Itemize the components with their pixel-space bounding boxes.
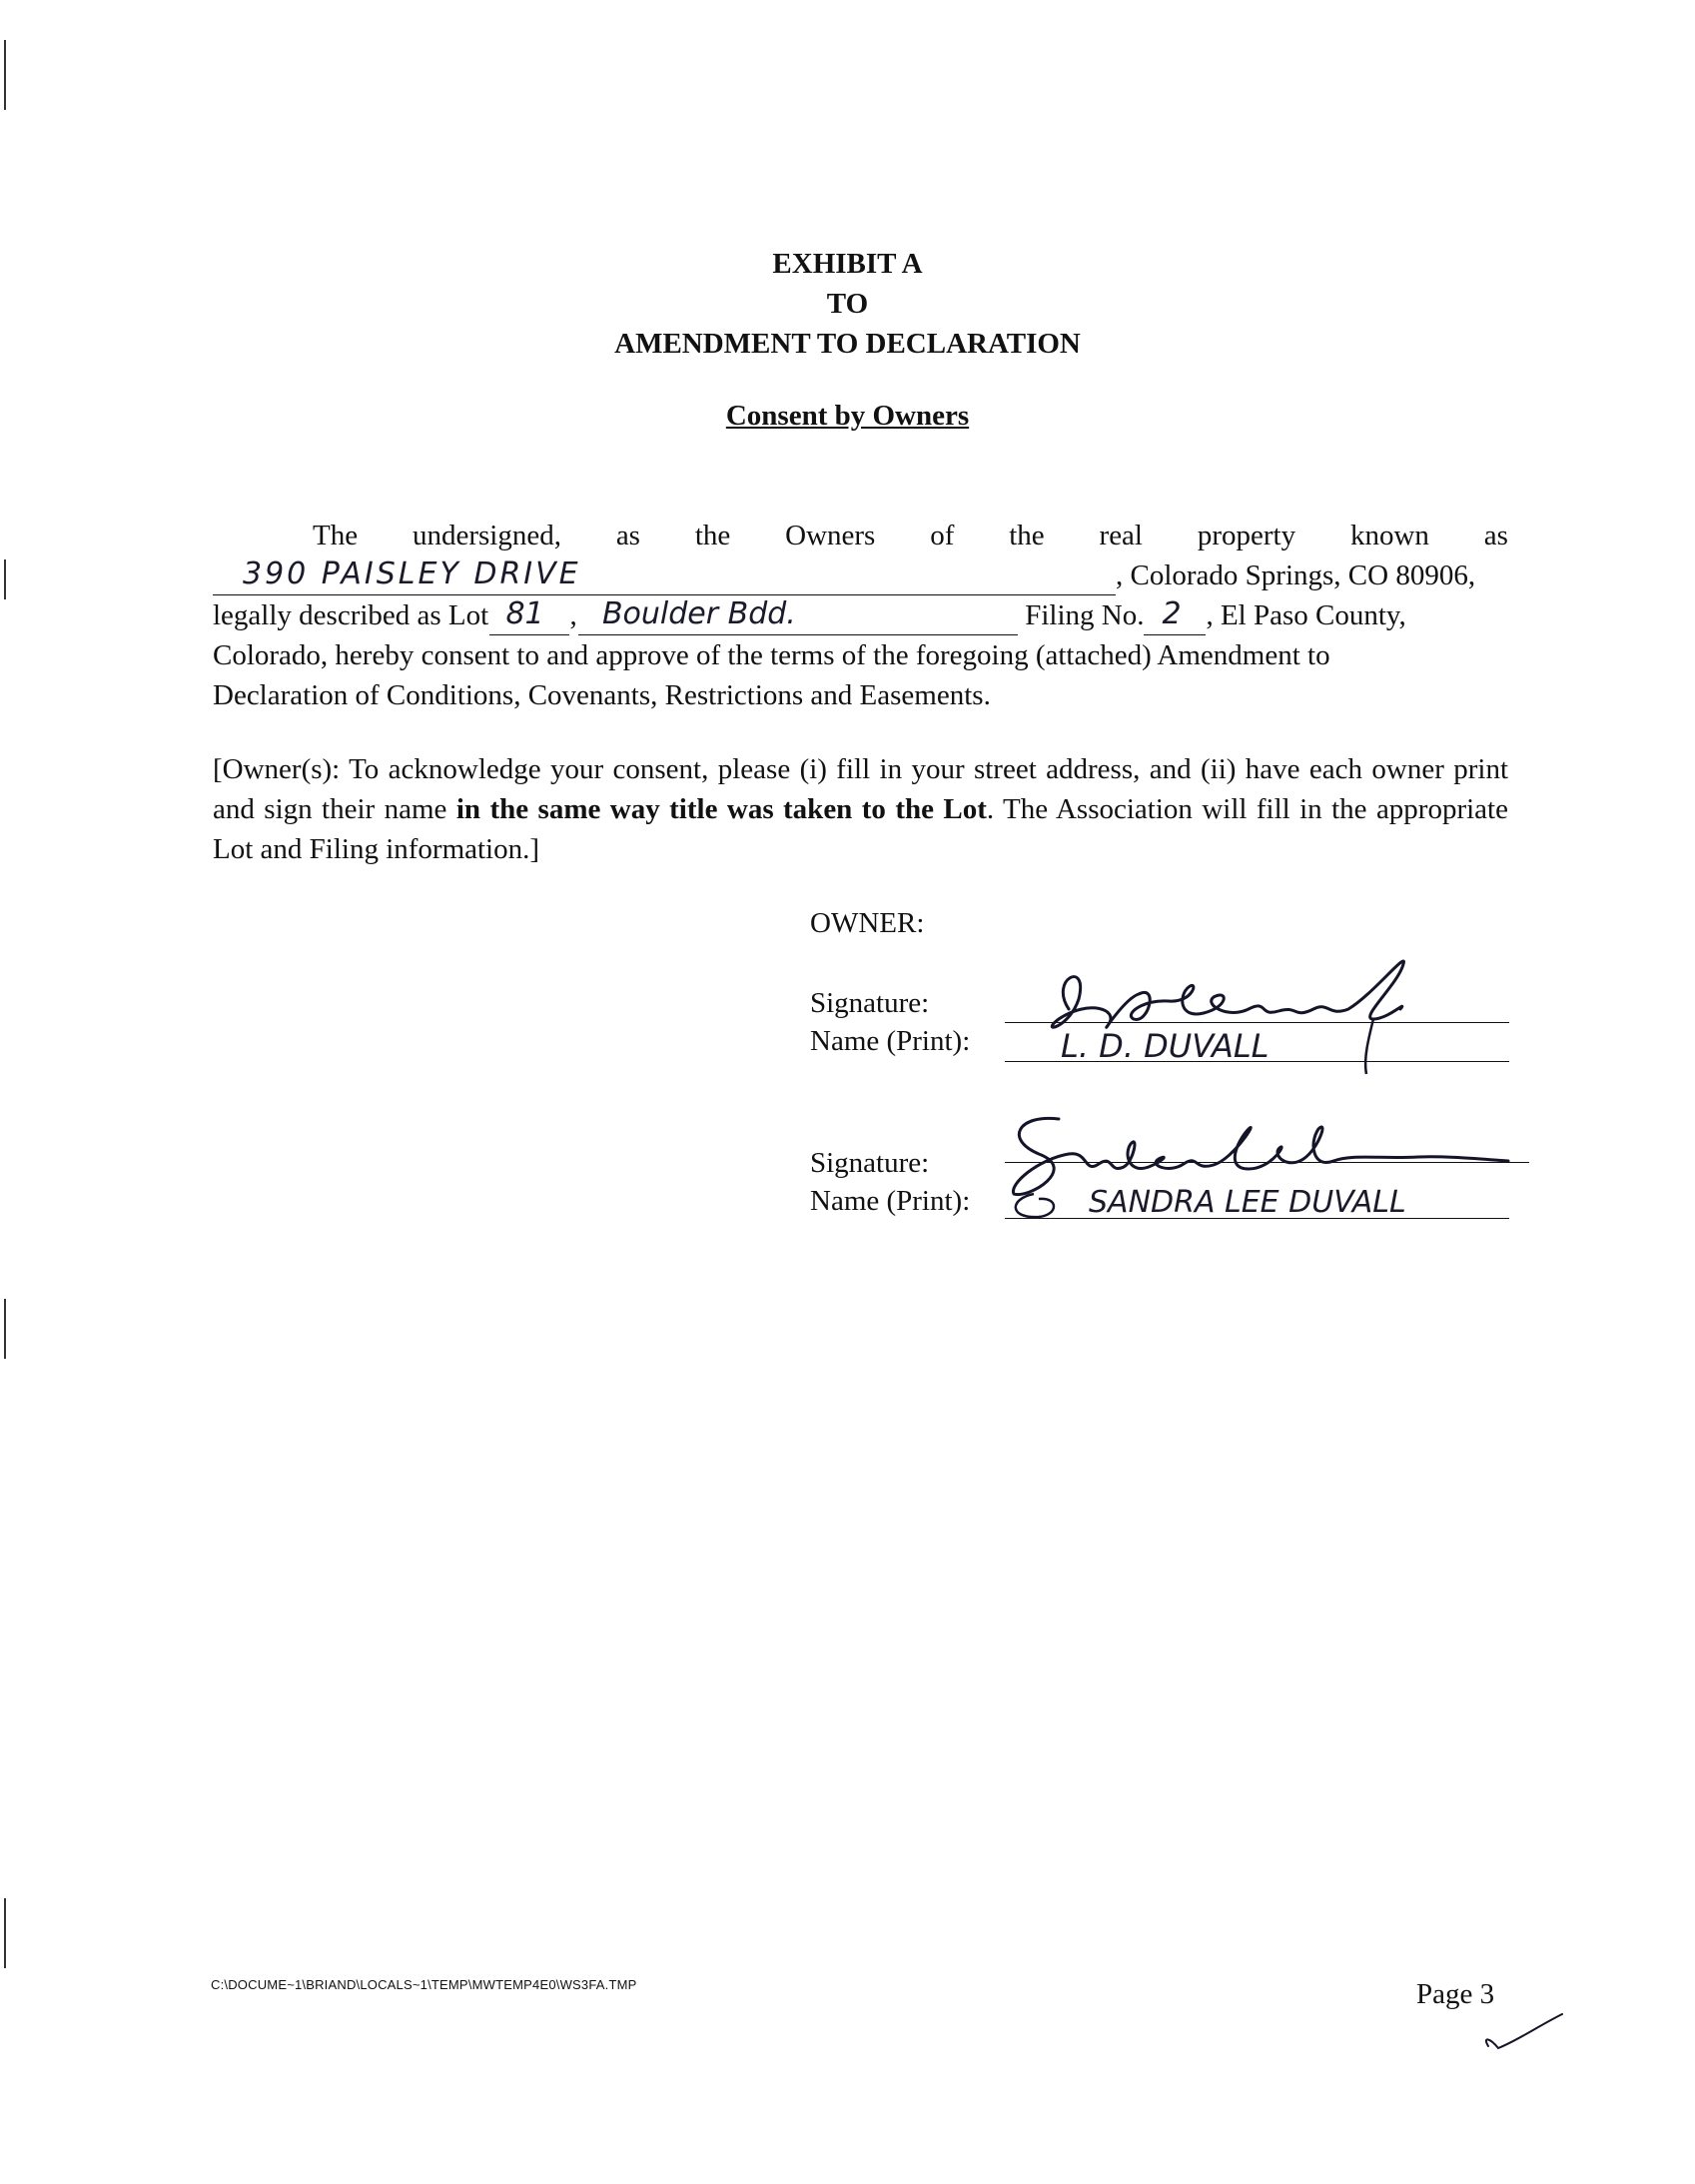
- footer-file-path: C:\DOCUME~1\BRIAND\LOCALS~1\TEMP\MWTEMP4E0\WS3FA.TMP: [211, 1977, 637, 1992]
- legal-prefix: legally described as Lot: [213, 599, 489, 631]
- word: the: [1009, 520, 1045, 551]
- street-address-handwritten: 390 PAISLEY DRIVE: [243, 556, 581, 591]
- subdivision-field[interactable]: [578, 596, 1018, 635]
- word: as: [615, 520, 640, 551]
- name-print-label: Name (Print):: [810, 1025, 971, 1057]
- filing-field[interactable]: [1144, 596, 1206, 635]
- signature-label: Signature:: [810, 1147, 930, 1179]
- word: undersigned,: [412, 520, 561, 551]
- signature-label: Signature:: [810, 987, 930, 1019]
- county-text: , El Paso County,: [1206, 599, 1406, 631]
- comma: ,: [569, 599, 577, 631]
- scan-edge-mark: [4, 559, 6, 599]
- title-line-1: EXHIBIT A: [772, 248, 923, 280]
- instructions-paragraph: [213, 749, 1508, 869]
- lot-handwritten: 81: [505, 596, 544, 631]
- section-subtitle: Consent by Owners: [725, 400, 970, 432]
- scan-edge-mark: [4, 1898, 6, 1968]
- lot-field[interactable]: [489, 596, 569, 635]
- title-line-3: AMENDMENT TO DECLARATION: [614, 328, 1081, 360]
- city-state-zip: , Colorado Springs, CO 80906,: [1116, 559, 1476, 591]
- word: property: [1197, 520, 1296, 551]
- word: The: [313, 520, 359, 551]
- word: the: [694, 520, 731, 551]
- consent-line-4: Colorado, hereby consent to and approve of the terms of the foregoing (attached) Amendment to: [213, 639, 1330, 671]
- instructions-bold: in the same way title was taken to the Lot: [455, 793, 987, 825]
- word: Owners: [785, 520, 876, 551]
- instructions-text-1: [Owner(s): To acknowledge your consent, please (i) fill in your street address, and (ii) have each owner print and sign their name: [213, 753, 1508, 825]
- checkmark-icon: [1478, 2008, 1568, 2058]
- word: of: [930, 520, 955, 551]
- page-number: Page 3: [1416, 1978, 1495, 2010]
- printed-name-1: L. D. DUVALL: [1061, 1027, 1270, 1065]
- consent-line-1: [213, 516, 1508, 555]
- consent-line-5: Declaration of Conditions, Covenants, Restrictions and Easements.: [213, 679, 991, 711]
- name-print-label: Name (Print):: [810, 1185, 971, 1217]
- consent-line-2: [213, 555, 1508, 595]
- scan-edge-mark: [4, 1299, 6, 1359]
- consent-paragraph: [213, 516, 1508, 715]
- word: real: [1099, 520, 1143, 551]
- filing-label: Filing No.: [1025, 599, 1145, 631]
- consent-line-3: [213, 595, 1508, 635]
- word: known: [1349, 520, 1429, 551]
- word: as: [1483, 520, 1508, 551]
- instructions-text-2: . The Association will fill in the appropriate Lot and Filing information.]: [213, 793, 1508, 865]
- street-address-field[interactable]: [213, 556, 1116, 595]
- subdivision-handwritten: Boulder Bdd.: [601, 596, 796, 631]
- filing-handwritten: 2: [1162, 596, 1182, 631]
- owner-label: OWNER:: [810, 907, 925, 939]
- title-line-2: TO: [826, 288, 869, 320]
- scan-edge-mark: [4, 40, 6, 110]
- printed-name-2: SANDRA LEE DUVALL: [1089, 1185, 1406, 1220]
- exhibit-title: [0, 244, 1695, 364]
